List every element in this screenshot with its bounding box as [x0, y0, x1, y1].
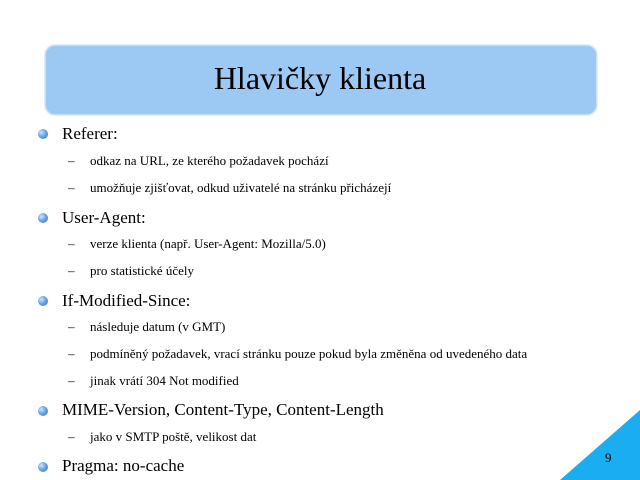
dash-icon: –	[68, 373, 75, 388]
dash-icon: –	[68, 153, 75, 168]
list-item: User-Agent:	[62, 208, 146, 227]
dash-icon: –	[68, 236, 75, 251]
sub-list-item: pro statistické účely	[90, 263, 194, 278]
slide-title: Hlavičky klienta	[213, 60, 427, 96]
bullet-icon	[38, 213, 48, 223]
sub-list-item: podmíněný požadavek, vrací stránku pouze pokud byla změněna od uvedeného data	[90, 346, 528, 361]
sub-list-item: verze klienta (např. User-Agent: Mozilla/5.0)	[90, 236, 326, 251]
bullet-icon	[38, 296, 48, 306]
list-item: If-Modified-Since:	[62, 291, 191, 310]
list-item: Referer:	[62, 124, 118, 143]
sub-list-item: odkaz na URL, ze kterého požadavek pochází	[90, 153, 329, 168]
list-item: Pragma: no-cache	[62, 456, 185, 475]
bullet-icon	[38, 462, 48, 472]
bullet-icon	[38, 406, 48, 416]
dash-icon: –	[68, 319, 75, 334]
bullet-icon	[38, 129, 48, 139]
sub-list-item: jinak vrátí 304 Not modified	[90, 373, 239, 388]
list-item: MIME-Version, Content-Type, Content-Length	[62, 400, 384, 419]
sub-list-item: následuje datum (v GMT)	[90, 319, 226, 334]
page-number: 9	[605, 450, 612, 465]
dash-icon: –	[68, 429, 75, 444]
dash-icon: –	[68, 346, 75, 361]
dash-icon: –	[68, 180, 75, 195]
dash-icon: –	[68, 263, 75, 278]
corner-decoration	[560, 410, 640, 480]
sub-list-item: jako v SMTP poště, velikost dat	[90, 429, 257, 444]
sub-list-item: umožňuje zjišťovat, odkud uživatelé na stránku přicházejí	[90, 180, 392, 195]
